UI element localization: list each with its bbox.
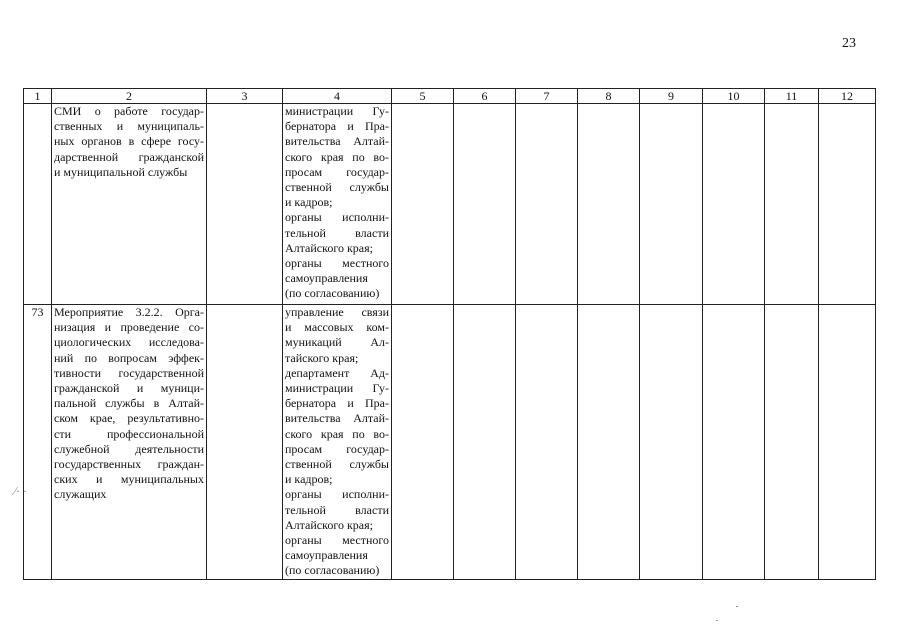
text-line: служебной деятельности <box>54 441 204 456</box>
text-line: СМИ о работе государ- <box>54 104 204 118</box>
empty-cell <box>819 104 876 305</box>
header-cell: 6 <box>454 89 516 104</box>
page-number: 23 <box>842 36 856 51</box>
header-cell: 10 <box>703 89 765 104</box>
empty-cell <box>819 305 876 580</box>
header-cell: 9 <box>640 89 703 104</box>
text-line: ском крае, результативно- <box>54 411 204 426</box>
text-line: гражданской и муници- <box>54 381 204 396</box>
scan-artifact-mark: ∕· · <box>14 484 27 498</box>
header-cell: 2 <box>52 89 207 104</box>
header-cell: 11 <box>765 89 819 104</box>
empty-cell <box>640 305 703 580</box>
text-line: дарственной гражданской <box>54 149 204 164</box>
header-cell: 12 <box>819 89 876 104</box>
text-line: бернатора и Пра- <box>285 396 389 411</box>
empty-cell <box>516 305 578 580</box>
empty-cell <box>392 305 454 580</box>
empty-cell <box>578 305 640 580</box>
row-number <box>24 104 52 305</box>
empty-cell <box>765 305 819 580</box>
empty-cell <box>640 104 703 305</box>
text-line: (по согласованию) <box>285 563 380 578</box>
text-line: (по согласованию) <box>285 286 380 301</box>
text-line: государственных граждан- <box>54 457 204 472</box>
text-line: министрации Гу- <box>285 381 389 396</box>
text-line: и массовых ком- <box>285 320 389 335</box>
table-row <box>24 305 876 580</box>
text-line: бернатора и Пра- <box>285 119 389 134</box>
header-cell: 3 <box>207 89 283 104</box>
text-line: Мероприятие 3.2.2. Орга- <box>54 305 204 319</box>
text-line: ственной службы <box>285 180 389 195</box>
text-line: ственных и муниципаль- <box>54 119 204 134</box>
text-line: тельной власти <box>285 225 389 240</box>
text-line: просам государ- <box>285 441 389 456</box>
text-line: и кадров; <box>285 195 333 210</box>
text-line: департамент Ад- <box>285 365 389 380</box>
text-line: органы исполни- <box>285 487 389 502</box>
text-line: муникаций Ал- <box>285 335 389 350</box>
responsible-executors <box>283 104 392 305</box>
scan-dust-speck <box>736 606 738 607</box>
empty-cell <box>454 104 516 305</box>
text-line: служащих <box>54 487 107 502</box>
text-line: управление связи <box>285 305 389 319</box>
header-cell: 8 <box>578 89 640 104</box>
text-line: и муниципальной службы <box>54 164 188 179</box>
header-cell: 4 <box>283 89 392 104</box>
header-cell: 1 <box>24 89 52 104</box>
text-line: тельной власти <box>285 502 389 517</box>
text-line: министрации Гу- <box>285 104 389 118</box>
text-line: вительства Алтай- <box>285 134 389 149</box>
text-line: самоуправления <box>285 271 368 286</box>
text-line: вительства Алтай- <box>285 411 389 426</box>
empty-cell <box>392 104 454 305</box>
text-line: и кадров; <box>285 472 333 487</box>
text-line: ственной службы <box>285 457 389 472</box>
empty-cell <box>703 104 765 305</box>
header-cell: 5 <box>392 89 454 104</box>
empty-cell <box>765 104 819 305</box>
empty-cell <box>516 104 578 305</box>
text-line: тайского края; <box>285 350 359 365</box>
measure-description <box>52 104 207 305</box>
text-line: ского края по во- <box>285 426 389 441</box>
scan-dust-speck <box>716 620 718 621</box>
text-line: низация и проведение со- <box>54 320 204 335</box>
empty-cell <box>578 104 640 305</box>
text-line: ных органов в сфере госу- <box>54 134 204 149</box>
responsible-executors <box>283 305 392 580</box>
empty-cell <box>207 305 283 580</box>
header-row <box>24 89 876 104</box>
empty-cell <box>703 305 765 580</box>
text-line: органы исполни- <box>285 210 389 225</box>
text-line: самоуправления <box>285 548 368 563</box>
empty-cell <box>207 104 283 305</box>
measures-table <box>23 88 876 580</box>
text-line: ских и муниципальных <box>54 472 204 487</box>
text-line: пальной службы в Алтай- <box>54 396 204 411</box>
text-line: циологических исследова- <box>54 335 204 350</box>
empty-cell <box>454 305 516 580</box>
text-line: органы местного <box>285 533 389 548</box>
text-line: тивности государственной <box>54 365 204 380</box>
text-line: Алтайского края; <box>285 517 373 532</box>
text-line: Алтайского края; <box>285 240 373 255</box>
row-number: 73 <box>24 305 52 580</box>
text-line: органы местного <box>285 256 389 271</box>
text-line: просам государ- <box>285 164 389 179</box>
text-line: сти профессиональной <box>54 426 204 441</box>
text-line: ний по вопросам эффек- <box>54 350 204 365</box>
table-row <box>24 104 876 305</box>
measure-description <box>52 305 207 580</box>
header-cell: 7 <box>516 89 578 104</box>
text-line: ского края по во- <box>285 149 389 164</box>
